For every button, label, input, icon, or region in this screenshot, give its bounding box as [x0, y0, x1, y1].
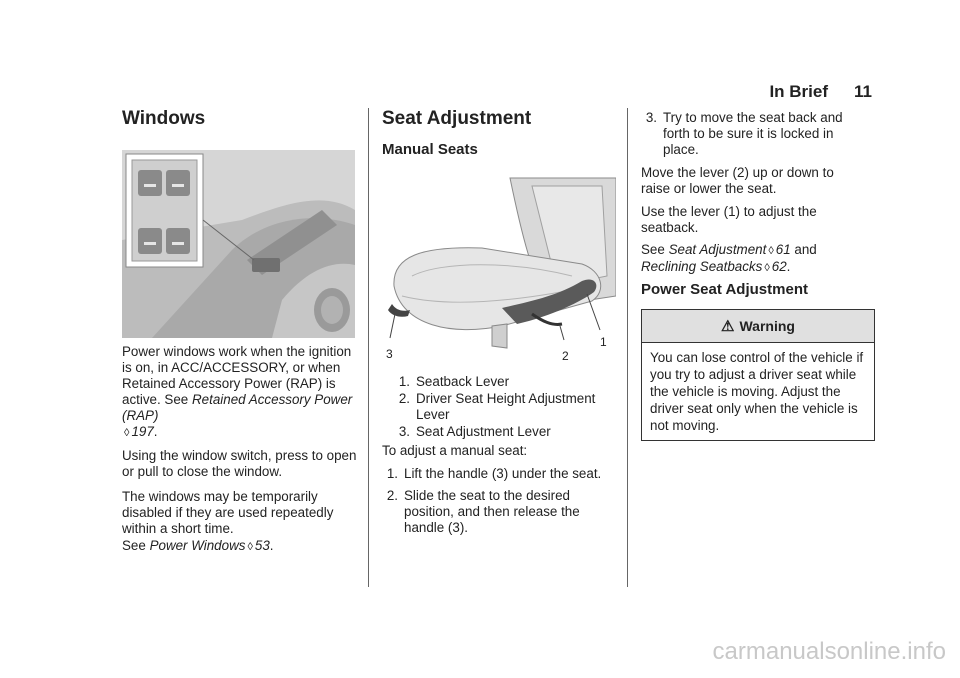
manual-seat-illustration [382, 176, 616, 364]
legend-item [388, 424, 620, 440]
step-item [376, 488, 602, 536]
seatback-lever-paragraph: Use the lever (1) to adjust the seatback. [641, 204, 817, 235]
windows-paragraph-1: Power windows work when the ignition is on, in ACC/ACCESSORY, or when Retained Accessory Power (RAP) is active. See Retained Accessory Power (RAP) ◊ 197. [122, 344, 353, 439]
step-item [635, 110, 871, 158]
windows-paragraph-3: The windows may be temporarily disabled if they are used repeatedly within a short time. [122, 489, 334, 536]
reclining-seatbacks-link[interactable]: Reclining Seatbacks [641, 259, 763, 274]
rap-page[interactable]: 197 [131, 424, 154, 439]
see-text: See [122, 538, 146, 553]
legend-item [388, 391, 620, 423]
warning-title: Warning [739, 318, 795, 334]
height-lever-paragraph: Move the lever (2) up or down to raise or lower the seat. [641, 165, 834, 196]
manual-seat-steps [376, 466, 602, 542]
footer-watermark: carmanualsonline.info [712, 638, 946, 665]
page-ref-icon: ◊ [764, 262, 770, 274]
step-num: 3. [645, 110, 657, 125]
power-windows-link[interactable]: Power Windows [149, 538, 246, 553]
warning-box [641, 309, 875, 441]
rap-link[interactable]: Retained Accessory Power (RAP) [122, 392, 353, 423]
step-text: Slide the seat to the desired position, and then release the handle (3). [404, 488, 580, 535]
legend-text: Seatback Lever [416, 374, 510, 389]
seat-adjustment-link[interactable]: Seat Adjustment [668, 242, 767, 257]
section-title: In Brief [769, 82, 829, 101]
step-item [376, 466, 602, 482]
warning-body: You can lose control of the vehicle if you try to adjust a driver seat while the vehicle is moving. Adjust the driver seat only when the vehicle is not moving. [650, 350, 864, 433]
page-ref-icon: ◊ [124, 427, 130, 439]
step-text: Lift the handle (3) under the seat. [404, 466, 602, 481]
step-num: 1. [386, 466, 398, 481]
column-divider [368, 108, 369, 587]
legend-text: Seat Adjustment Lever [416, 424, 551, 439]
seat-references: See Seat Adjustment ◊ 61 and Reclining Seatbacks ◊ 62. [641, 242, 817, 274]
warning-header [642, 310, 874, 343]
manual-seats-heading: Manual Seats [382, 141, 478, 158]
windows-p1-text: Power windows work when the ignition is on, in ACC/ACCESSORY, or when Retained Accessory Power (RAP) is active. See [122, 344, 352, 407]
legend-item [388, 374, 620, 390]
manual-seat-intro: To adjust a manual seat: [382, 443, 528, 458]
warning-icon: ⚠ [721, 318, 735, 335]
power-seat-heading: Power Seat Adjustment [641, 281, 808, 298]
power-windows-page[interactable]: 53 [254, 538, 270, 553]
manual-seat-steps-continued [635, 110, 871, 164]
see-text: See [641, 242, 665, 257]
windows-paragraph-2: Using the window switch, press to open or pull to close the window. [122, 448, 357, 479]
legend-text: Driver Seat Height Adjustment Lever [416, 391, 596, 422]
windows-paragraph-4: See Power Windows ◊ 53. [122, 538, 274, 553]
page-ref-icon: ◊ [247, 541, 253, 553]
figure-label-3: 3 [386, 347, 393, 361]
legend-num: 1. [398, 374, 410, 389]
legend-num: 3. [398, 424, 410, 439]
figure-label-2: 2 [562, 349, 569, 363]
windows-heading: Windows [122, 108, 206, 129]
seat-adjustment-heading: Seat Adjustment [382, 108, 532, 129]
column-divider [627, 108, 628, 587]
page-number: 11 [854, 82, 872, 101]
step-num: 2. [386, 488, 398, 503]
step-text: Try to move the seat back and forth to be sure it is locked in place. [663, 110, 843, 157]
legend-num: 2. [398, 391, 410, 406]
seat-adjustment-page[interactable]: 61 [775, 242, 791, 257]
page-header [769, 82, 872, 102]
figure-label-1: 1 [600, 335, 607, 349]
window-switch-illustration [122, 150, 355, 338]
reclining-seatbacks-page[interactable]: 62 [771, 259, 787, 274]
page-ref-icon: ◊ [768, 245, 774, 257]
and-text: and [794, 242, 817, 257]
figure-legend [382, 374, 620, 441]
